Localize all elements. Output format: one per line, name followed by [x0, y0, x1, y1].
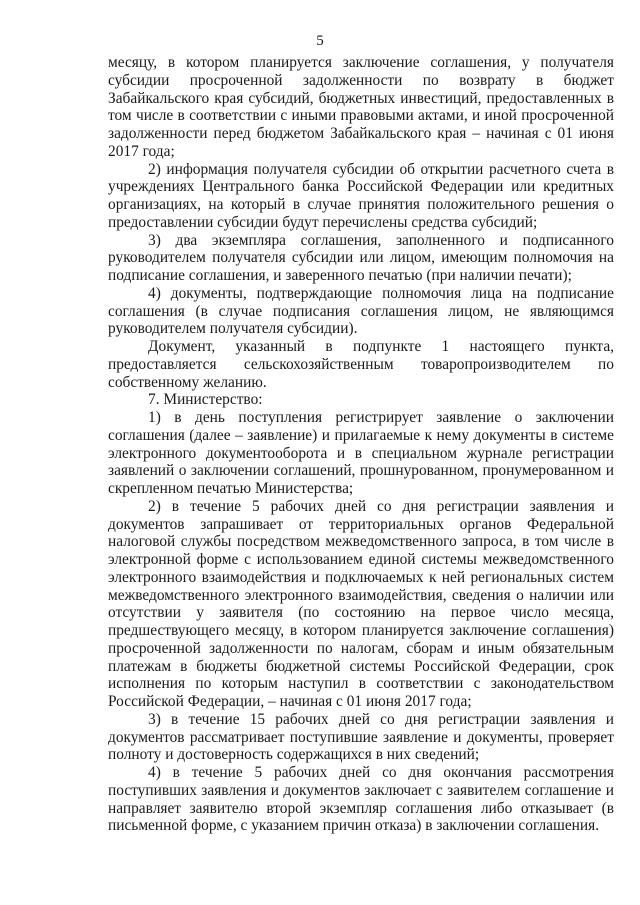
page-number: 5 — [316, 33, 324, 49]
paragraph-7-2-tax-request: 2) в течение 5 рабочих дней со дня регистрации заявления и документов запрашивает от территориальных органов Федеральной налоговой службы посредством межведомственного запроса, в том числе в электронной форме с использованием единой системы межведомственного электронного взаимодействия и подключаемых к ней региональных систем межведомственного электронного взаимодействия, сведения о наличии или отсутствии у заявителя (по состоянию на первое число месяца, предшествующего месяцу, в котором планируется заключение соглашения) просроченной задолженности по налогам, сборам и иным обязательным платежам в бюджеты бюджетной системы Российской Федерации, срок исполнения по которым наступил в соответствии с законодательством Российской Федерации, – начиная с 01 июня 2017 года; — [108, 497, 614, 710]
document-body — [108, 54, 614, 835]
paragraph-7-1-registration: 1) в день поступления регистрирует заявление о заключении соглашения (далее – заявление) и прилагаемые к нему документы в системе электронного документооборота и в специальном журнале регистрации заявлений о заключении соглашений, прошнурованном, пронумерованном и скрепленном печатью Министерства; — [108, 409, 614, 497]
paragraph-continuation: месяцу, в котором планируется заключение соглашения, у получателя субсидии просроченной задолженности по возврату в бюджет Забайкальского края субсидий, бюджетных инвестиций, предоставленных в том числе в соответствии с иными правовыми актами, и иной просроченной задолженности перед бюджетом Забайкальского края – начиная с 01 июня 2017 года; — [108, 54, 614, 160]
paragraph-section-7-heading: 7. Министерство: — [148, 391, 263, 409]
paragraph-item-3-agreement-copies: 3) два экземпляра соглашения, заполненного и подписанного руководителем получателя субсидии или лицом, имеющим полномочия на подписание соглашения, и заверенного печатью (при наличии печати); — [108, 231, 614, 284]
paragraph-7-4-conclusion: 4) в течение 5 рабочих дней со дня окончания рассмотрения поступивших заявления и документов заключает с заявителем соглашение и направляет заявителю второй экземпляр соглашения либо отказывает (в письменной форме, с указанием причин отказа) в заключении соглашения. — [108, 764, 614, 835]
paragraph-item-4-authority-documents: 4) документы, подтверждающие полномочия лица на подписание соглашения (в случае подписания соглашения лицом, не являющимся руководителем получателя субсидии). — [108, 284, 614, 338]
paragraph-item-2-bank-account: 2) информация получателя субсидии об открытии расчетного счета в учреждениях Центрального банка Российской Федерации или кредитных организациях, на который в случае принятия положительного решения о предоставлении субсидии будут перечислены средства субсидий; — [108, 160, 614, 231]
paragraph-7-3-review: 3) в течение 15 рабочих дней со дня регистрации заявления и документов рассматривает поступившие заявление и документы, проверяет полноту и достоверность содержащихся в них сведений; — [108, 710, 614, 764]
paragraph-voluntary-document: Документ, указанный в подпункте 1 настоящего пункта, предоставляется сельскохозяйственным товаропроизводителем по собственному желанию. — [108, 338, 614, 391]
